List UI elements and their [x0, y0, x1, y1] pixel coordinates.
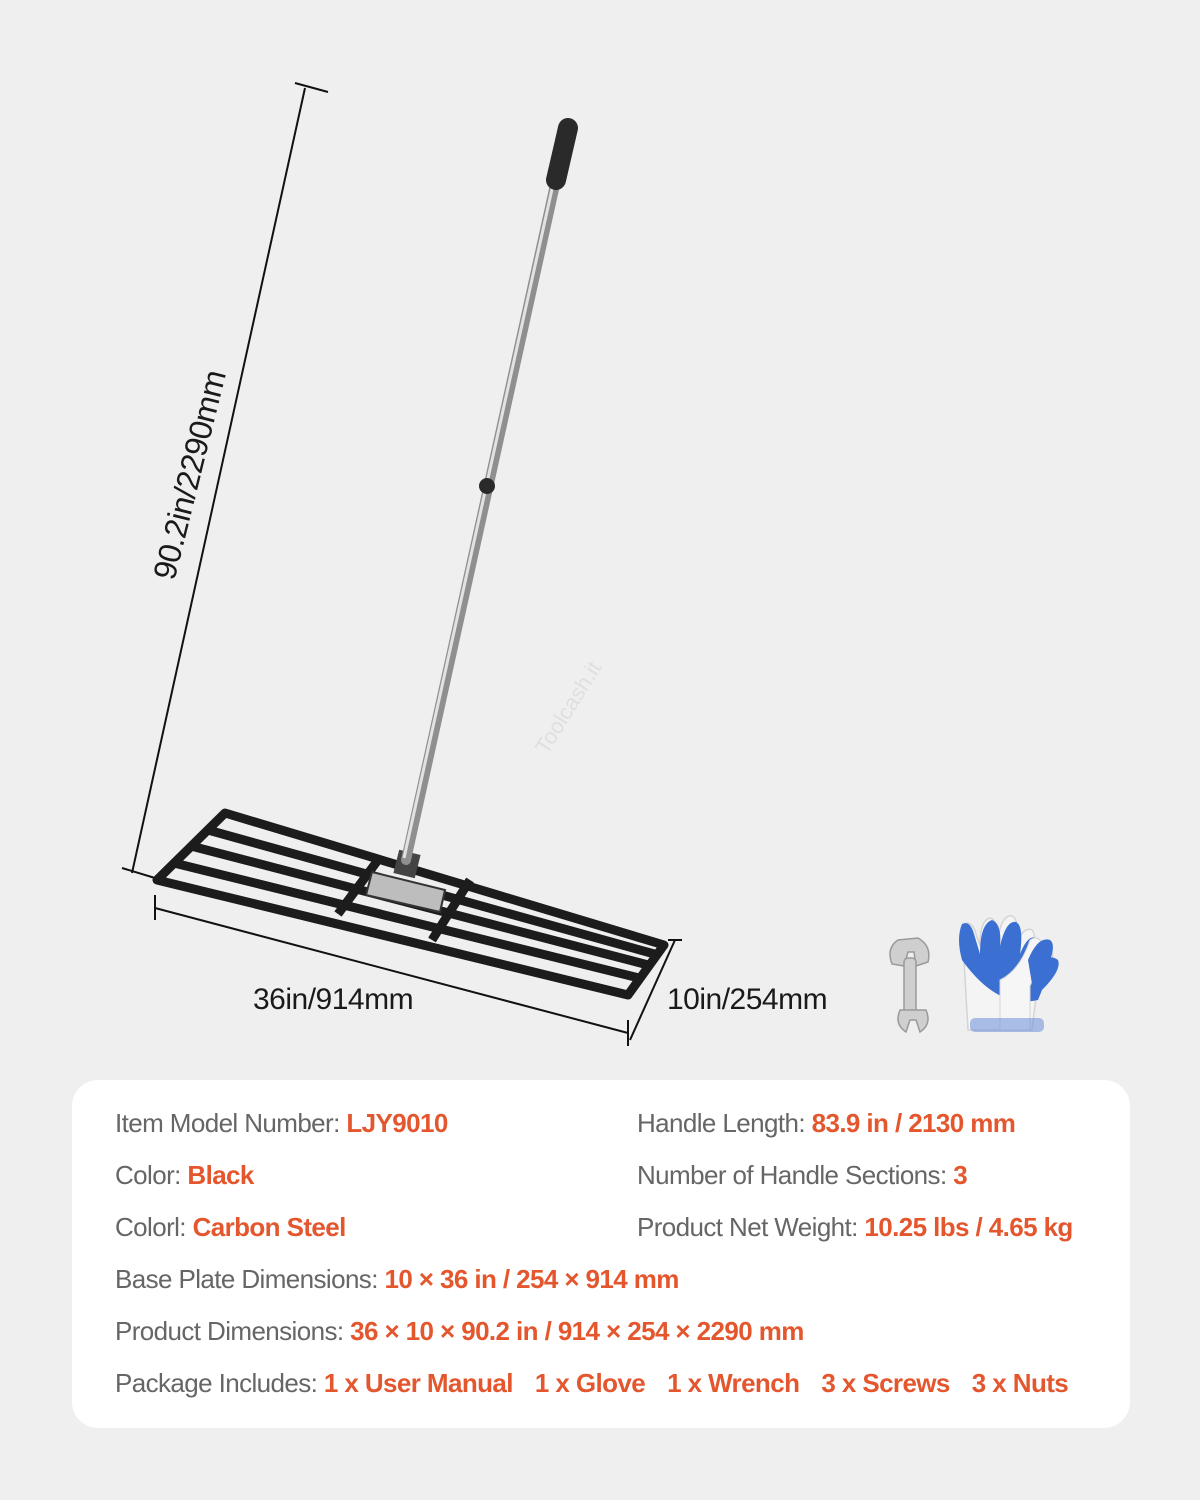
spec-net-weight [637, 1212, 1073, 1243]
package-item: 3 x Screws [821, 1368, 950, 1398]
spec-model-number [115, 1108, 448, 1139]
watermark: Toolcash.it [530, 656, 607, 759]
wrench-icon [890, 938, 929, 1032]
spec-value: 10.25 lbs / 4.65 kg [864, 1212, 1073, 1242]
spec-value: Carbon Steel [192, 1212, 346, 1242]
package-item: 3 x Nuts [971, 1368, 1069, 1398]
spec-label: Product Dimensions: [115, 1316, 351, 1346]
gloves-icon [959, 916, 1059, 1032]
spec-value: LJY9010 [346, 1108, 448, 1138]
height-dimension-label: 90.2in/2290mm [146, 366, 233, 584]
spec-handle-sections [637, 1160, 967, 1191]
package-item: 1 x User Manual [323, 1368, 513, 1398]
package-item: 1 x Wrench [667, 1368, 800, 1398]
spec-label: Package Includes: [115, 1368, 324, 1398]
width-dimension-label: 10in/254mm [667, 983, 828, 1016]
spec-label: Number of Handle Sections: [637, 1160, 954, 1190]
spec-value: 36 × 10 × 90.2 in / 914 × 254 × 2290 mm [350, 1316, 804, 1346]
spec-handle-length [637, 1108, 1015, 1139]
specifications-card [72, 1080, 1130, 1428]
spec-value: 3 [953, 1160, 968, 1190]
spec-label: Color: [115, 1160, 188, 1190]
height-dimension-line [122, 83, 328, 878]
spec-label: Product Net Weight: [637, 1212, 865, 1242]
spec-label: Item Model Number: [115, 1108, 347, 1138]
spec-value: 10 × 36 in / 254 × 914 mm [384, 1264, 679, 1294]
spec-package-includes [115, 1368, 1090, 1399]
spec-value: Black [187, 1160, 254, 1190]
spec-color [115, 1160, 254, 1191]
spec-label: Handle Length: [637, 1108, 812, 1138]
length-dimension-label: 36in/914mm [253, 983, 414, 1016]
spec-label: Colorl: [115, 1212, 193, 1242]
spec-base-plate-dimensions [115, 1264, 679, 1295]
spec-material [115, 1212, 346, 1243]
package-item: 1 x Glove [534, 1368, 646, 1398]
spec-label: Base Plate Dimensions: [115, 1264, 385, 1294]
spec-value: 83.9 in / 2130 mm [811, 1108, 1016, 1138]
spec-product-dimensions [115, 1316, 804, 1347]
